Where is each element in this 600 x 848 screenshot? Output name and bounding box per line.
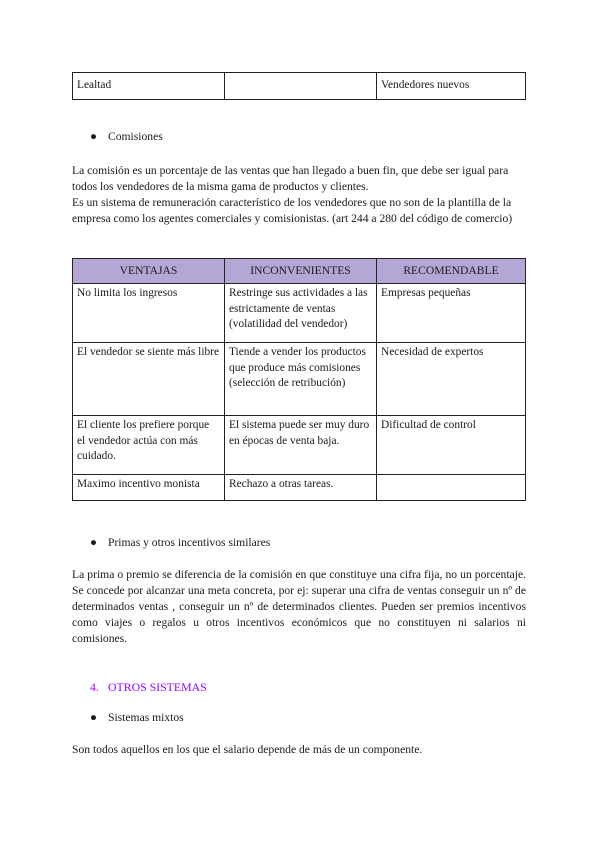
table-row [73, 73, 526, 100]
table-cell: Dificultad de control [377, 416, 526, 475]
table-row [73, 475, 526, 501]
bullet-icon: ● [90, 711, 98, 724]
top-table [72, 72, 526, 100]
bullet-icon: ● [90, 536, 98, 549]
paragraph: La prima o premio se diferencia de la comisión en que constituye una cifra fija, no un porcentaje. Se concede por alcanzar una meta concreta, por ej: superar una cifra de ventas conseguir un nº de determinados ventas , conseguir un nº de determinados clientes. Pueden ser premios incentivos como viajes o regalos u otros incentivos económicos que no constituyen ni salarios ni comisiones. [72, 568, 526, 645]
section-number: 4. [90, 680, 99, 694]
bullet-mixtos [90, 710, 184, 726]
bullet-label: Primas y otros incentivos similares [108, 536, 271, 549]
table-cell [377, 475, 526, 501]
table-cell: El vendedor se siente más libre [73, 343, 225, 416]
paragraph: Es un sistema de remuneración característico de los vendedores que no son de la plantilla de la empresa como los agentes comerciales y comisionistas. (art 244 a 280 del código de comercio) [72, 196, 513, 225]
table-cell: Restringe sus actividades a las estrictamente de ventas (volatilidad del vendedor) [225, 284, 377, 343]
table-cell: Necesidad de expertos [377, 343, 526, 416]
table-cell: Vendedores nuevos [377, 73, 526, 100]
section-heading [90, 679, 207, 695]
paragraph: La comisión es un porcentaje de las ventas que han llegado a buen fin, que debe ser igual para todos los vendedores de la misma gama de productos y clientes. [72, 164, 509, 193]
bullet-label: Comisiones [108, 130, 163, 143]
table-cell: Maximo incentivo monista [73, 475, 225, 501]
table-cell: Tiende a vender los productos que produce más comisiones (selección de retribución) [225, 343, 377, 416]
column-header: INCONVENIENTES [225, 259, 377, 284]
comision-paragraph [72, 163, 526, 227]
table-cell: Rechazo a otras tareas. [225, 475, 377, 501]
table-cell: No limita los ingresos [73, 284, 225, 343]
bullet-primas [90, 535, 270, 551]
table-cell: Lealtad [73, 73, 225, 100]
table-row [73, 343, 526, 416]
paragraph: Son todos aquellos en los que el salario depende de más de un componente. [72, 743, 423, 756]
bullet-icon: ● [90, 130, 98, 143]
bullet-comisiones [90, 129, 163, 145]
table-cell [225, 73, 377, 100]
table-row [73, 284, 526, 343]
mixtos-paragraph [72, 742, 526, 758]
table-cell: Empresas pequeñas [377, 284, 526, 343]
table-row [73, 416, 526, 475]
table-cell: El cliente los prefiere porque el vendedor actúa con más cuidado. [73, 416, 225, 475]
section-title: OTROS SISTEMAS [108, 680, 207, 694]
table-header-row [73, 259, 526, 284]
bullet-label: Sistemas mixtos [108, 711, 184, 724]
table-cell: El sistema puede ser muy duro en épocas de venta baja. [225, 416, 377, 475]
prima-paragraph [72, 567, 526, 647]
column-header: RECOMENDABLE [377, 259, 526, 284]
column-header: VENTAJAS [73, 259, 225, 284]
comisiones-table [72, 258, 526, 501]
